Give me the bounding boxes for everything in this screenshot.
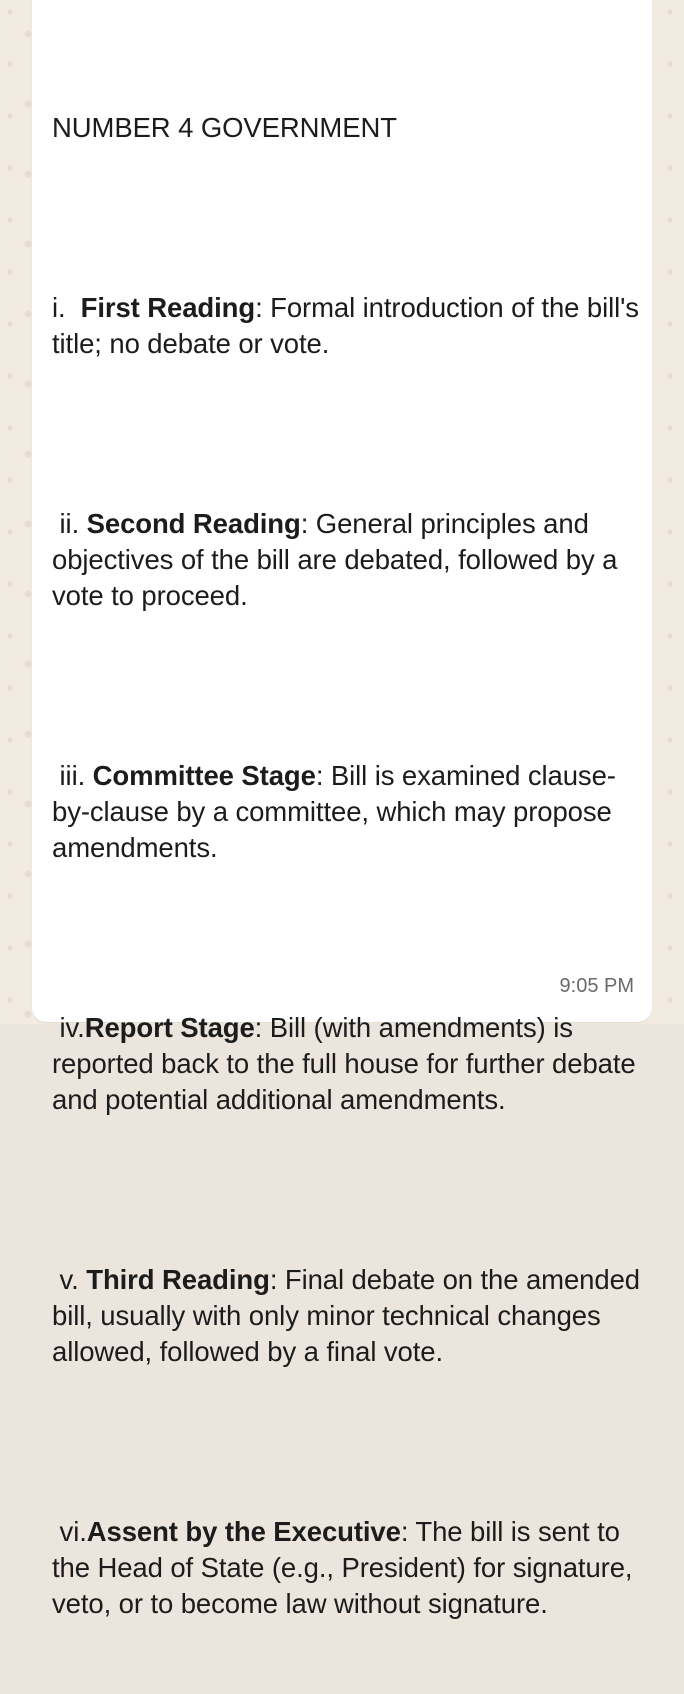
list-item: [52, 506, 642, 614]
list-item: [52, 290, 647, 362]
item-term: Third Reading: [86, 1264, 270, 1295]
item-description: : Formal introduction of the bill's title; no debate or vote.: [52, 292, 647, 359]
item-term: Committee Stage: [92, 760, 316, 791]
item-description: : Final debate on the amended bill, usually with only minor technical changes allowed, followed by a final vote.: [52, 1264, 648, 1367]
message-heading: NUMBER 4 GOVERNMENT: [52, 112, 397, 143]
item-number: iv.: [52, 1012, 85, 1043]
item-number: vi.: [52, 1516, 87, 1547]
item-term: First Reading: [80, 292, 256, 323]
message-timestamp: 9:05 PM: [559, 975, 634, 997]
item-number: i.: [52, 292, 81, 323]
item-description: : Bill (with amendments) is reported back to the full house for further debate and potential additional amendments.: [52, 1012, 644, 1115]
list-item: [52, 1262, 648, 1370]
item-description: : The bill is sent to the Head of State (e.g., President) for signature, veto, or to become law without signature.: [52, 1516, 641, 1619]
item-description: : Bill is examined clause-by-clause by a committee, which may propose amendments.: [52, 760, 620, 863]
item-number: v.: [52, 1264, 87, 1295]
message-text: [52, 38, 648, 1694]
item-term: Assent by the Executive: [86, 1516, 401, 1547]
item-term: Report Stage: [84, 1012, 255, 1043]
list-item: [52, 758, 642, 866]
item-number: iii.: [52, 760, 93, 791]
list-item: [52, 1514, 642, 1622]
item-term: Second Reading: [86, 508, 301, 539]
message-bubble[interactable]: [32, 0, 652, 1619]
item-number: ii.: [52, 508, 87, 539]
item-description: : General principles and objectives of the bill are debated, followed by a vote to proceed.: [52, 508, 625, 611]
list-item: [52, 1010, 642, 1118]
